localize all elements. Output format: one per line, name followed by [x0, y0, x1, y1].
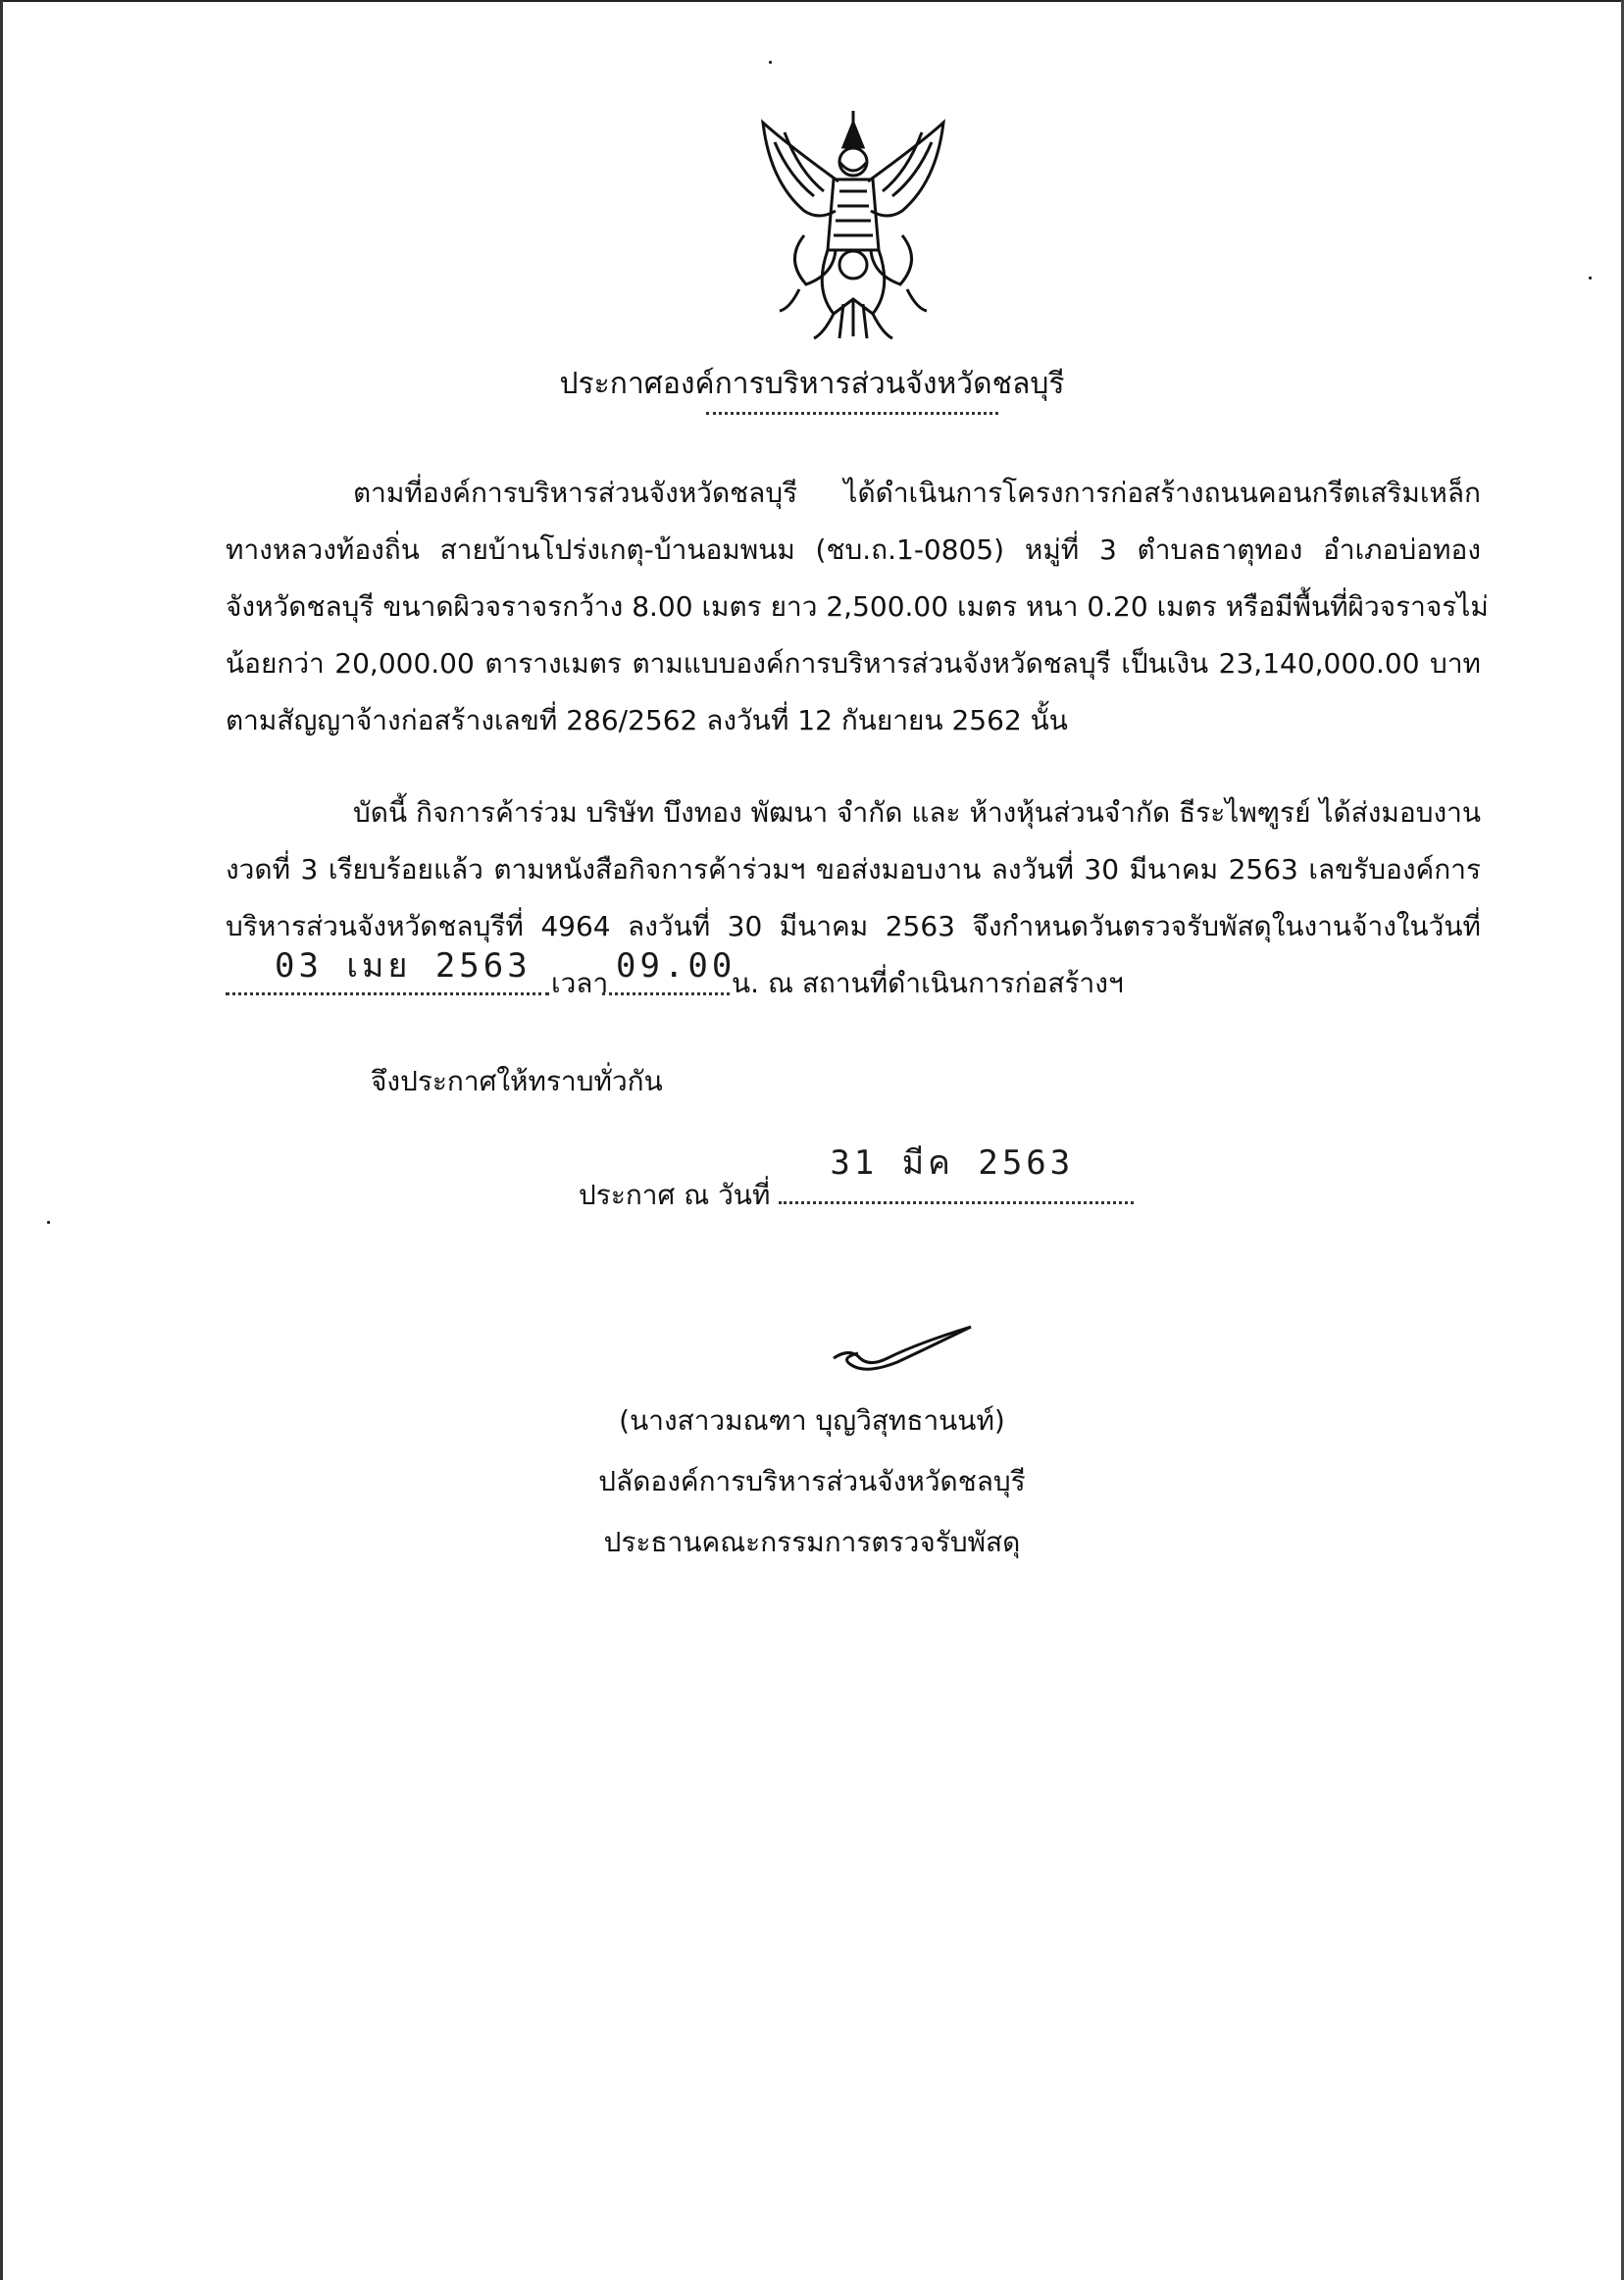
dateline-blank: [779, 1143, 1134, 1204]
paragraph-line: จังหวัดชลบุรี ขนาดผิวจราจรกว้าง 8.00 เมตร ยาว 2,500.00 เมตร หนา 0.20 เมตร หรือมีพื้นที่ผิวจราจรไม่: [226, 590, 1489, 623]
paragraph-project-details: [226, 465, 1489, 749]
scan-speck: [47, 1221, 50, 1224]
scan-edge-left: [0, 0, 3, 2280]
title-divider: [706, 412, 998, 415]
page-title: ประกาศองค์การบริหารส่วนจังหวัดชลบุรี: [559, 367, 1065, 401]
handwritten-inspection-date: 03 เมย 2563: [275, 946, 532, 986]
time-label: เวลา: [551, 967, 609, 999]
paragraph-line: บริหารส่วนจังหวัดชลบุรีที่ 4964 ลงวันที่ 30 มีนาคม 2563 จึงกำหนดวันตรวจรับพัสดุในงานจ้างในวันที่: [226, 910, 1481, 942]
paragraph-line: บัดนี้ กิจการค้าร่วม บริษัท บึงทอง พัฒนา จำกัด และ ห้างหุ้นส่วนจำกัด ธีระไพฑูรย์ ได้ส่งมอบงาน: [353, 796, 1481, 829]
signatory-committee-role: ประธานคณะกรรมการตรวจรับพัสดุ: [603, 1526, 1021, 1558]
paragraph-line: ตามสัญญาจ้างก่อสร้างเลขที่ 286/2562 ลงวันที่ 12 กันยายน 2562 นั้น: [226, 704, 1068, 736]
dateline-label: ประกาศ ณ วันที่: [579, 1179, 771, 1211]
paragraph-delivery: [226, 785, 1481, 955]
paragraph-line: น้อยกว่า 20,000.00 ตารางเมตร ตามแบบองค์การบริหารส่วนจังหวัดชลบุรี เป็นเงิน 23,140,000.00 บาท: [226, 647, 1481, 680]
garuda-emblem-icon: [745, 103, 961, 348]
paragraph-line: ตามที่องค์การบริหารส่วนจังหวัดชลบุรี ได้ดำเนินการโครงการก่อสร้างถนนคอนกรีตเสริมเหล็ก: [353, 477, 1481, 509]
scan-speck: [769, 61, 772, 64]
announcement-dateline: [579, 1143, 1134, 1224]
location-text: น. ณ สถานที่ดำเนินการก่อสร้างฯ: [732, 967, 1124, 999]
handwritten-announcement-date: 31 มีค 2563: [830, 1143, 1075, 1183]
signatory-position: ปลัดองค์การบริหารส่วนจังหวัดชลบุรี: [598, 1465, 1026, 1497]
handwritten-inspection-time: 09.00: [616, 946, 736, 986]
scan-edge-top: [0, 0, 1624, 2]
paragraph-line: งวดที่ 3 เรียบร้อยแล้ว ตามหนังสือกิจการค้าร่วมฯ ขอส่งมอบงาน ลงวันที่ 30 มีนาคม 2563 เลขรับองค์การ: [226, 853, 1481, 886]
inspection-schedule-line: [226, 946, 1481, 1012]
signature-icon: [829, 1319, 976, 1378]
paragraph-line: ทางหลวงท้องถิ่น สายบ้านโปร่งเกตุ-บ้านอมพนม (ชบ.ถ.1-0805) หมู่ที่ 3 ตำบลธาตุทอง อำเภอบ่อทอง: [226, 533, 1481, 566]
signatory-name: (นางสาวมณฑา บุญวิสุทธานนท์): [619, 1404, 1005, 1437]
scan-speck: [1589, 277, 1592, 279]
notice-text: จึงประกาศให้ทราบทั่วกัน: [371, 1065, 663, 1097]
